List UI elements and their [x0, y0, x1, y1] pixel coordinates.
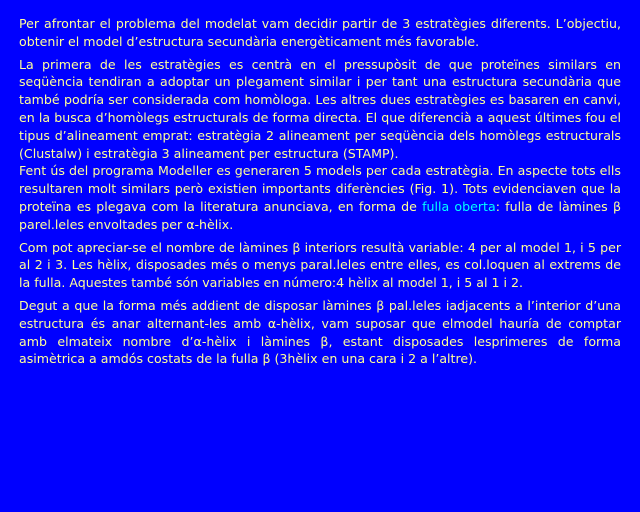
- modeller-text-start: Fent ús del programa Modeller es generaren 5 models per cada estratègia. En aspecte tots ells resultaren molt similars però existien importants diferències (Fig. 1). Tots evidenciaven que la proteïna es plegava com la literatura anunciava, en forma de: [19, 163, 621, 214]
- modeller-paragraph: [19, 162, 621, 233]
- highlight-term: fulla oberta: [422, 198, 496, 214]
- strategies-paragraph: La primera de les estratègies es centrà en el pressupòsit de que proteïnes similars en seqüència tendiran a adoptar un plegament similar i per tant una estructura secundària que també podría ser considerada com homòloga. Les altres dues estratègies es basaren en canvi, en la busca d’homòlegs estructurals de forma directa. El que diferencià a aquest últimes fou el tipus d’alineament emprat: estratègia 2 alineament per seqüència dels homòlegs estructurals (Clustalw) i estratègia 3 alineament per estructura (STAMP).: [19, 56, 621, 161]
- modeller-text-end: : fulla de làmines β parel.leles envoltades per α-hèlix.: [19, 198, 621, 232]
- results-paragraph: Com pot apreciar-se el nombre de làmines β interiors resultà variable: 4 per al model 1, i 5 per al 2 i 3. Les hèlix, disposades més o menys paral.leles entre elles, es col.loquen al extrems de la fulla. Aquestes també són variables en número:4 hèlix al model 1, i 5 al 1 i 2.: [19, 239, 621, 291]
- conclusion-paragraph: Degut a que la forma més addient de disposar làmines β pal.leles iadjacents a l’interior d’una estructura és anar alternant-les amb α-hèlix, vam suposar que elmodel hauría de comptar amb elmateix nombre d’α-hèlix i làmines β, estant disposades lesprimeres de forma asimètrica a amdós costats de la fulla β (3hèlix en una cara i 2 a l’altre).: [19, 297, 621, 367]
- document-body: [19, 15, 621, 373]
- intro-paragraph: Per afrontar el problema del modelat vam decidir partir de 3 estratègies diferents. L’objectiu, obtenir el model d’estructura secundària energèticament més favorable.: [19, 16, 621, 49]
